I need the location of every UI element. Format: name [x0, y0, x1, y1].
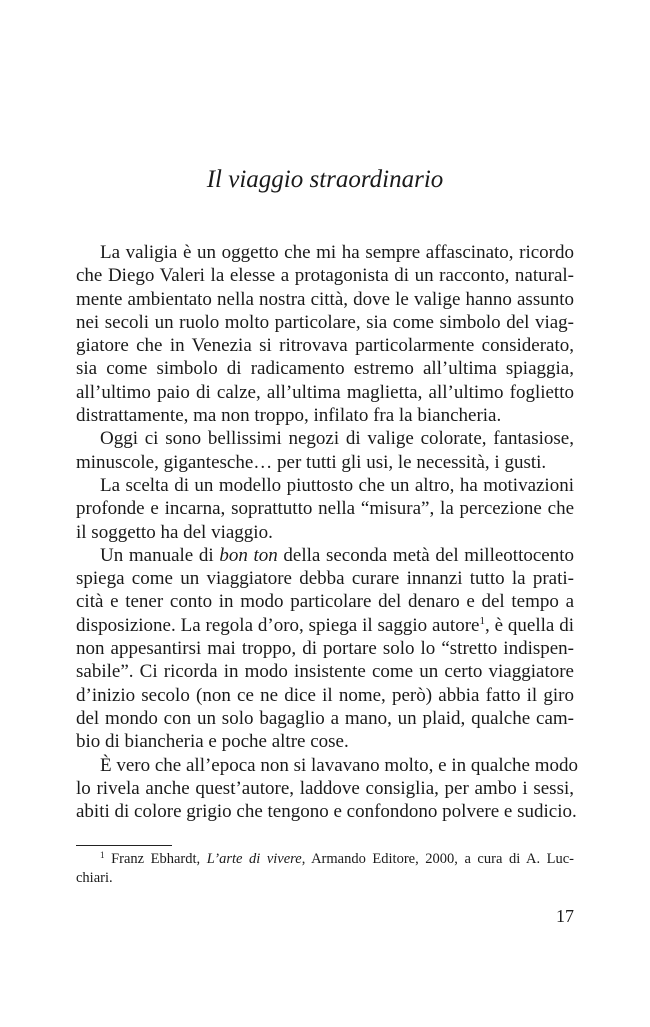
footnote-marker: 1 [100, 850, 105, 860]
text-line: minuscole, gigantesche… per tutti gli usi, le necessità, i gusti. [76, 451, 547, 473]
body-text [76, 241, 579, 823]
text-line: non appesantirsi mai troppo, di portare solo lo “stretto indispen- [76, 638, 574, 660]
footnote-divider [76, 845, 172, 846]
text-line [76, 544, 574, 567]
text-segment: della seconda metà del milleottocento [277, 544, 575, 566]
text-line: il soggetto ha del viaggio. [76, 521, 273, 543]
paragraph [76, 754, 579, 824]
text-line: giatore che in Venezia si ritrovava particolarmente considerato, [76, 335, 574, 357]
text-line: profonde e incarna, soprattutto nella “misura”, la percezione che [76, 498, 574, 520]
chapter-title: Il viaggio straordinario [206, 166, 444, 193]
text-line: del mondo con un solo bagaglio a mano, un plaid, qualche cam- [76, 707, 574, 729]
text-segment: Un manuale di [100, 544, 220, 566]
emphasis-text: bon ton [219, 544, 278, 566]
text-line: lo rivela anche quest’autore, laddove consiglia, per ambo i sessi, [76, 777, 574, 799]
paragraph [76, 241, 574, 427]
paragraph [76, 474, 574, 544]
text-line: sia come simbolo di radicamento estremo all’ultima spiaggia, [76, 358, 574, 380]
text-line: cità e tener conto in modo particolare del denaro e del tempo a [76, 591, 574, 613]
paragraph [76, 427, 574, 474]
text-line: Oggi ci sono bellissimi negozi di valige colorate, fantasiose, [100, 428, 574, 450]
text-line: nei secoli un ruolo molto particolare, sia come simbolo del viag- [76, 311, 574, 333]
text-line: abiti di colore grigio che tengono e confondono polvere e sudicio. [76, 801, 577, 823]
footnote [76, 850, 574, 888]
text-line: La valigia è un oggetto che mi ha sempre affascinato, ricordo [100, 242, 574, 263]
text-line: d’inizio secolo (non ce ne dice il nome, però) abbia fatto il giro [76, 684, 574, 706]
text-line: che Diego Valeri la elesse a protagonista di un racconto, natural- [76, 265, 574, 287]
paragraph [76, 544, 574, 754]
text-line: spiega come un viaggiatore debba curare innanzi tutto la prati- [76, 568, 574, 590]
footnote-text-cont: chiari. [76, 870, 113, 886]
text-segment: disposizione. La regola d’oro, spiega il saggio autore [76, 614, 480, 636]
footnote-text: , Armando Editore, 2000, a cura di A. Luc- [301, 851, 574, 867]
text-line: bio di biancheria e poche altre cose. [76, 731, 349, 753]
text-line: La scelta di un modello piuttosto che un altro, ha motivazioni [100, 474, 574, 496]
text-line: È vero che all’epoca non si lavavano molto, e in qualche modo [100, 754, 579, 776]
footnote-author: Franz Ebhardt, [111, 851, 207, 867]
text-line: distrattamente, ma non troppo, infilato fra la biancheria. [76, 405, 502, 427]
footnote-reference: 1 [479, 614, 485, 627]
text-line: mente ambientato nella nostra città, dove le valige hanno assunto [76, 288, 574, 310]
text-line [76, 614, 574, 637]
text-line: all’ultimo paio di calze, all’ultima maglietta, all’ultimo foglietto [76, 381, 574, 403]
footnote-work-title: L’arte di vivere [206, 851, 302, 867]
text-segment: , è quella di [484, 614, 574, 636]
text-line: sabile”. Ci ricorda in modo insistente come un certo viaggiatore [76, 661, 574, 683]
page-number: 17 [556, 906, 574, 926]
